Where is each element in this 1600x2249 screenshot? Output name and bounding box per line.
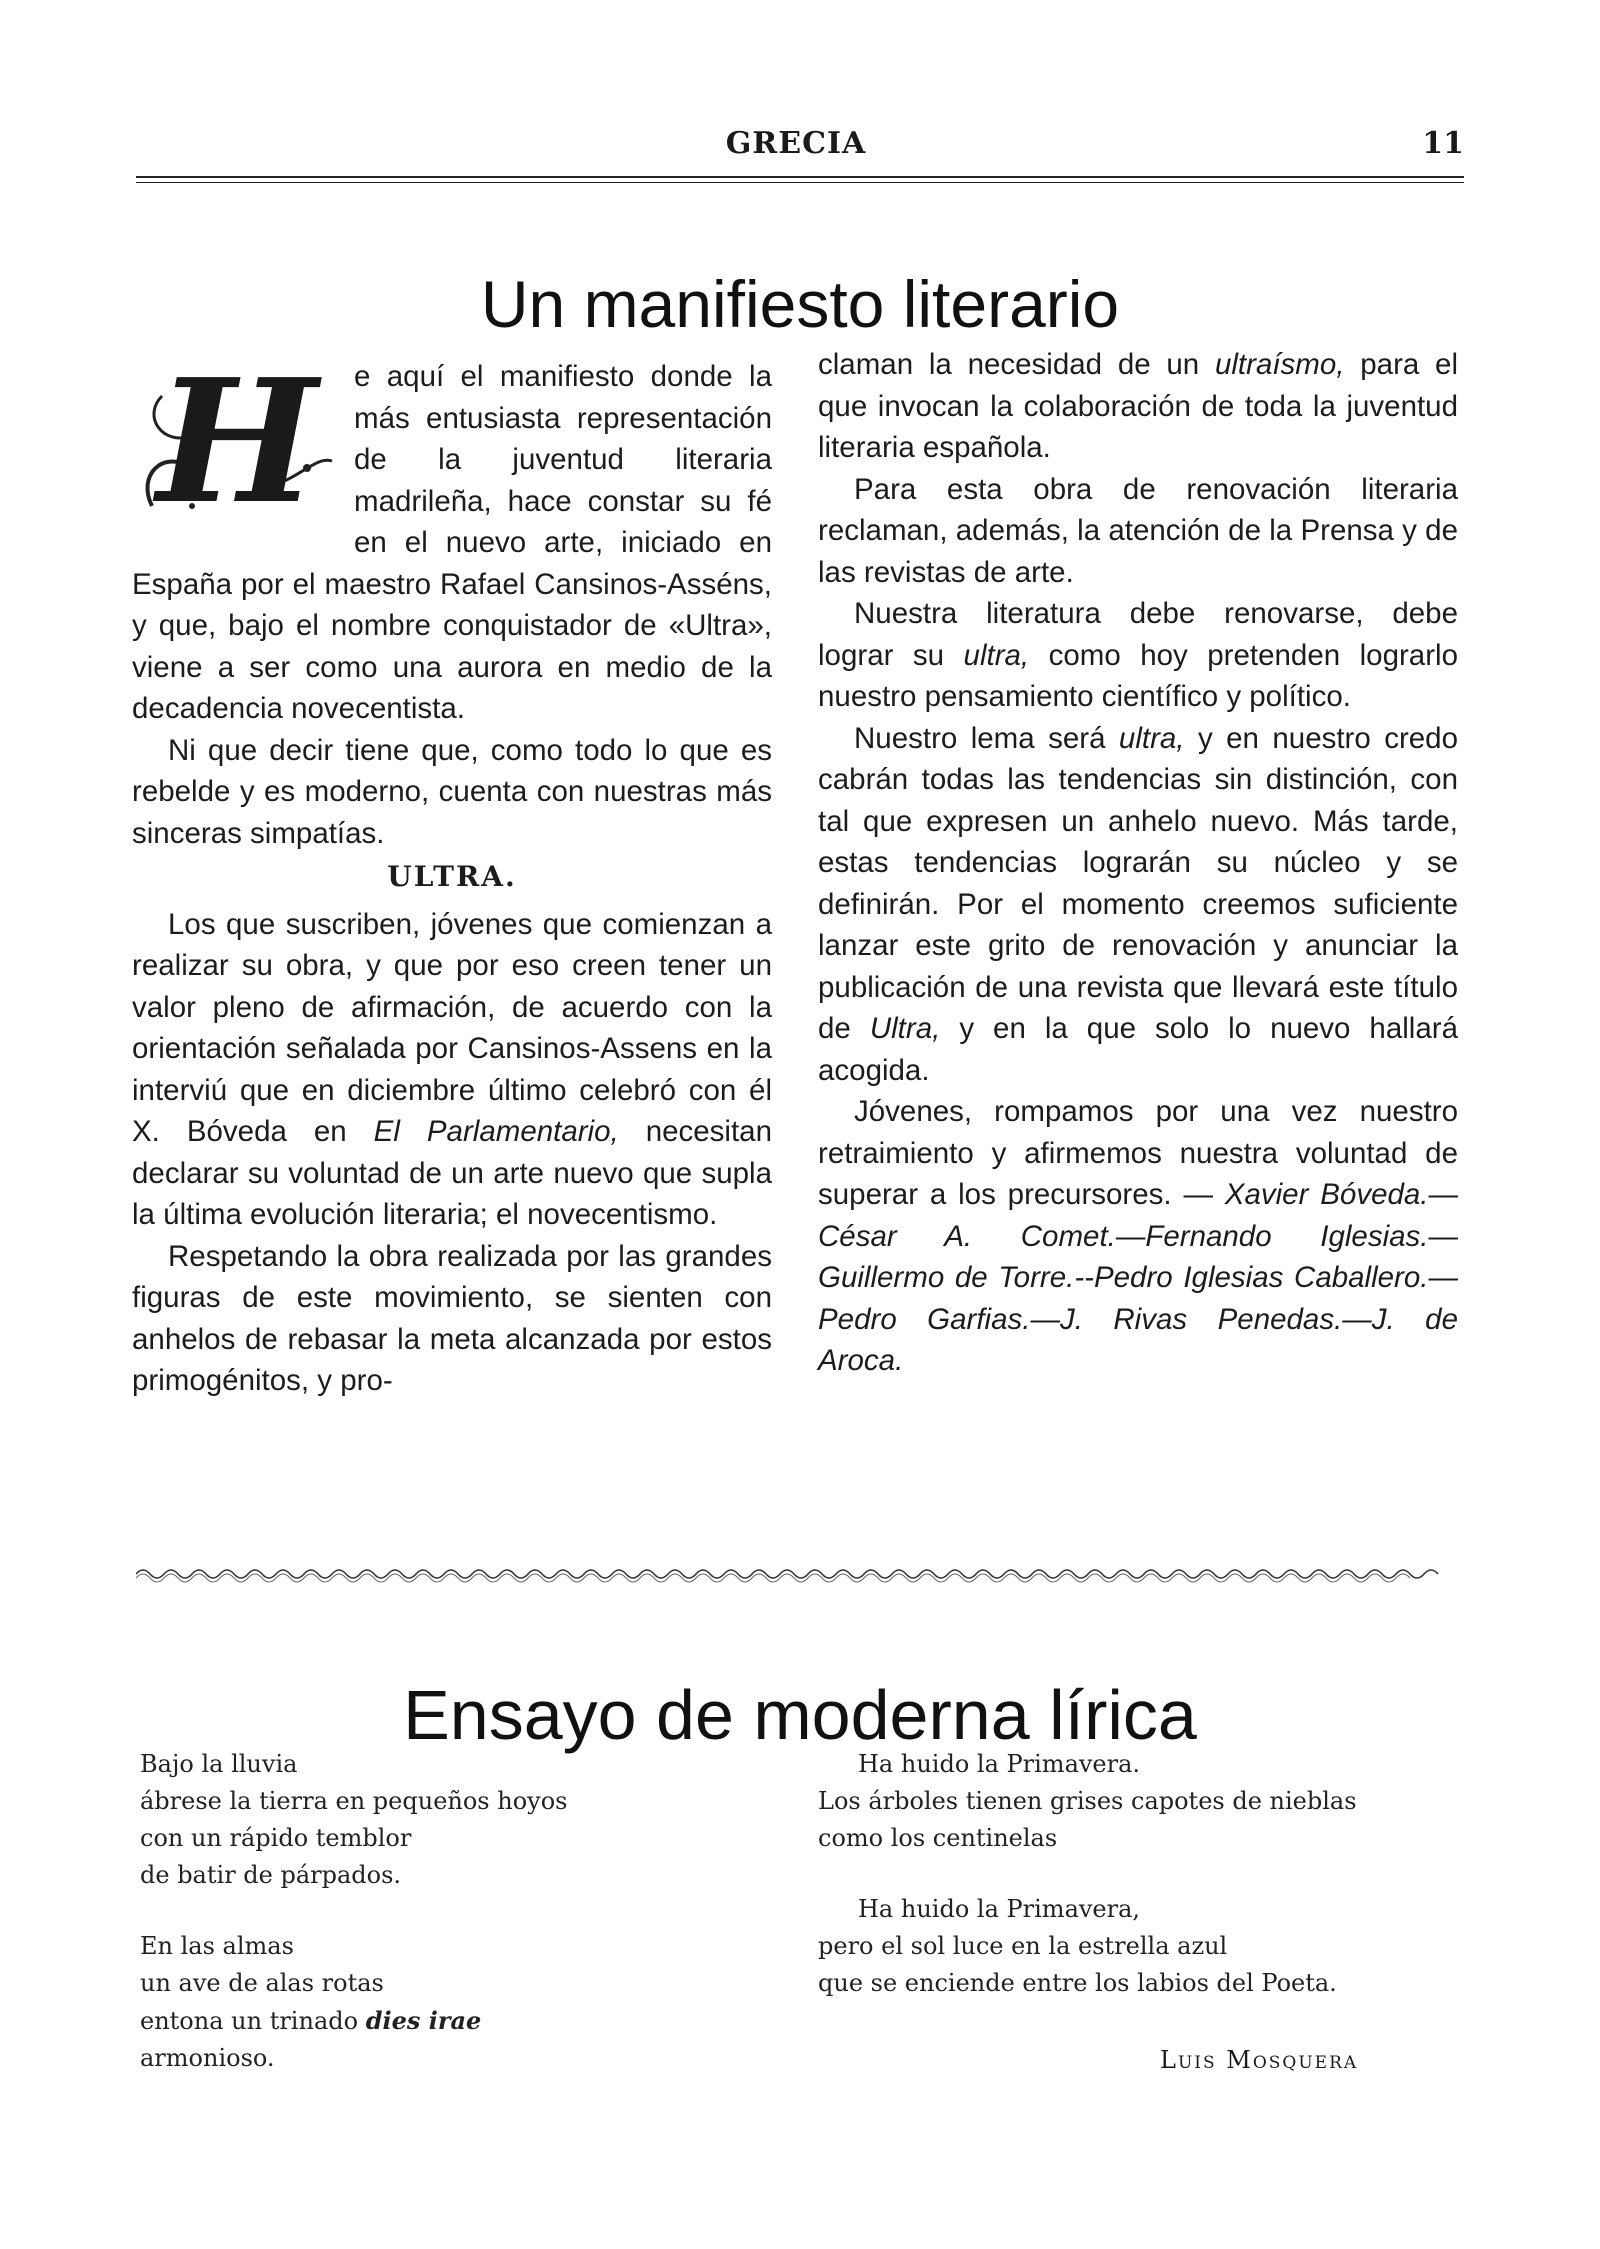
section-heading: ULTRA. (387, 860, 517, 893)
running-header (136, 126, 1464, 166)
poem-line: con un rápido temblor (140, 1824, 412, 1852)
page-number: 11 (1422, 126, 1464, 161)
poem-right-column (818, 1746, 1357, 2036)
poem-line: pero el sol luce en la estrella azul (818, 1932, 1228, 1960)
article-title: Un manifiesto literario (480, 267, 1120, 342)
signatures: Xavier Bóveda.—César A. Comet.—Fernando Iglesias.—Guillermo de Torre.--Pedro Iglesias Caballero.—Pedro Garfias.—J. Rivas Penedas.—J. de Aroca. (818, 1178, 1459, 1377)
paragraph-5: claman la necesidad de un ultraísmo, para el que invocan la colaboración de toda la juventud literaria española. (818, 348, 1459, 464)
poem-line: como los centinelas (818, 1824, 1058, 1852)
poem-line: Ha huido la Primavera. (858, 1750, 1141, 1778)
poem-line: En las almas (140, 1932, 294, 1960)
poem-stanza-1 (140, 1746, 567, 1894)
paragraph-6: Para esta obra de renovación literaria reclaman, además, la atención de la Prensa y de las revistas de arte. (818, 472, 1458, 589)
poem-stanza-4 (818, 1891, 1357, 2002)
poem-line: de batir de párpados. (140, 1861, 402, 1889)
article-column-left (132, 356, 772, 1402)
paragraph-1 (132, 356, 772, 730)
poem-line: ábrese la tierra en pequeños hoyos (140, 1787, 568, 1815)
svg-text:H: H (156, 356, 318, 524)
journal-name: GRECIA (725, 126, 867, 161)
paragraph-7: Nuestra literatura debe renovarse, debe lograr su ultra, como hoy pretenden lograrlo nuestro pensamiento científico y político. (818, 597, 1458, 713)
poem-line: entona un trinado dies irae (140, 2006, 482, 2035)
dropcap-ornament (132, 356, 342, 524)
poem-line: un ave de alas rotas (140, 1969, 384, 1997)
poem-title: Ensayo de moderna lírica (403, 1675, 1197, 1754)
paragraph-3: Los que suscriben, jóvenes que comienzan a realizar su obra, y que por eso creen tener un valor pleno de afirmación, de acuerdo con la orientación señalada por Cansinos-Assens en la interviú que en diciembre último celebró con él X. Bóveda en El Parlamentario, necesitan declarar su voluntad de un arte nuevo que supla la última evolución literaria; el novecentismo. (132, 907, 772, 1231)
newspaper-name: El Parlamentario, (373, 1115, 619, 1148)
poem-author: Luis Mosquera (1160, 2046, 1359, 2074)
paragraph-2: Ni que decir tiene que, como todo lo que es rebelde y es moderno, cuenta con nuestras más sinceras simpatías. (132, 733, 772, 850)
wavy-divider-icon (136, 1562, 1464, 1586)
poem-stanza-3 (818, 1746, 1357, 1857)
paragraph-1-text: e aquí el manifiesto donde la más entusiasta representación de la juventud literaria madrileña, hace constar su fé en el nuevo arte, iniciado en España por el maestro Rafael Cansinos-Asséns, y que, bajo el nombre conquistador de «Ultra», viene a ser como una aurora en medio de la decadencia novecentista. (132, 360, 772, 725)
poem-line: Los árboles tienen grises capotes de nieblas (818, 1787, 1357, 1815)
paragraph-9: Jóvenes, rompamos por una vez nuestro retraimiento y afirmemos nuestra voluntad de superar a los precursores. — Xavier Bóveda.—César A. Comet.—Fernando Iglesias.—Guillermo de Torre.--Pedro Iglesias Caballero.—Pedro Garfias.—J. Rivas Penedas.—J. de Aroca. (818, 1095, 1459, 1377)
poem-stanza-2 (140, 1928, 567, 2077)
poem-line: armonioso. (140, 2044, 275, 2072)
header-rule (136, 176, 1464, 178)
paragraph-4: Respetando la obra realizada por las grandes figuras de este movimiento, se sienten con anhelos de rebasar la meta alcanzada por estos primogénitos, y pro- (132, 1239, 772, 1397)
dropcap-h-icon (132, 356, 342, 524)
poem-line: que se enciende entre los labios del Poeta. (818, 1969, 1337, 1997)
header-rule-thin (136, 182, 1464, 183)
poem-line: Bajo la lluvia (140, 1750, 298, 1778)
poem-line: Ha huido la Primavera, (858, 1895, 1141, 1923)
article-column-right (818, 344, 1458, 1382)
paragraph-8: Nuestro lema será ultra, y en nuestro credo cabrán todas las tendencias sin distinción, con tal que expresen un anhelo nuevo. Más tarde, estas tendencias lograrán su núcleo y se definirán. Por el momento creemos suficiente lanzar este grito de renovación y anunciar la publicación de una revista que llevará este título de Ultra, y en la que solo lo nuevo hallará acogida. (818, 721, 1458, 1087)
poem-left-column (140, 1746, 567, 2111)
